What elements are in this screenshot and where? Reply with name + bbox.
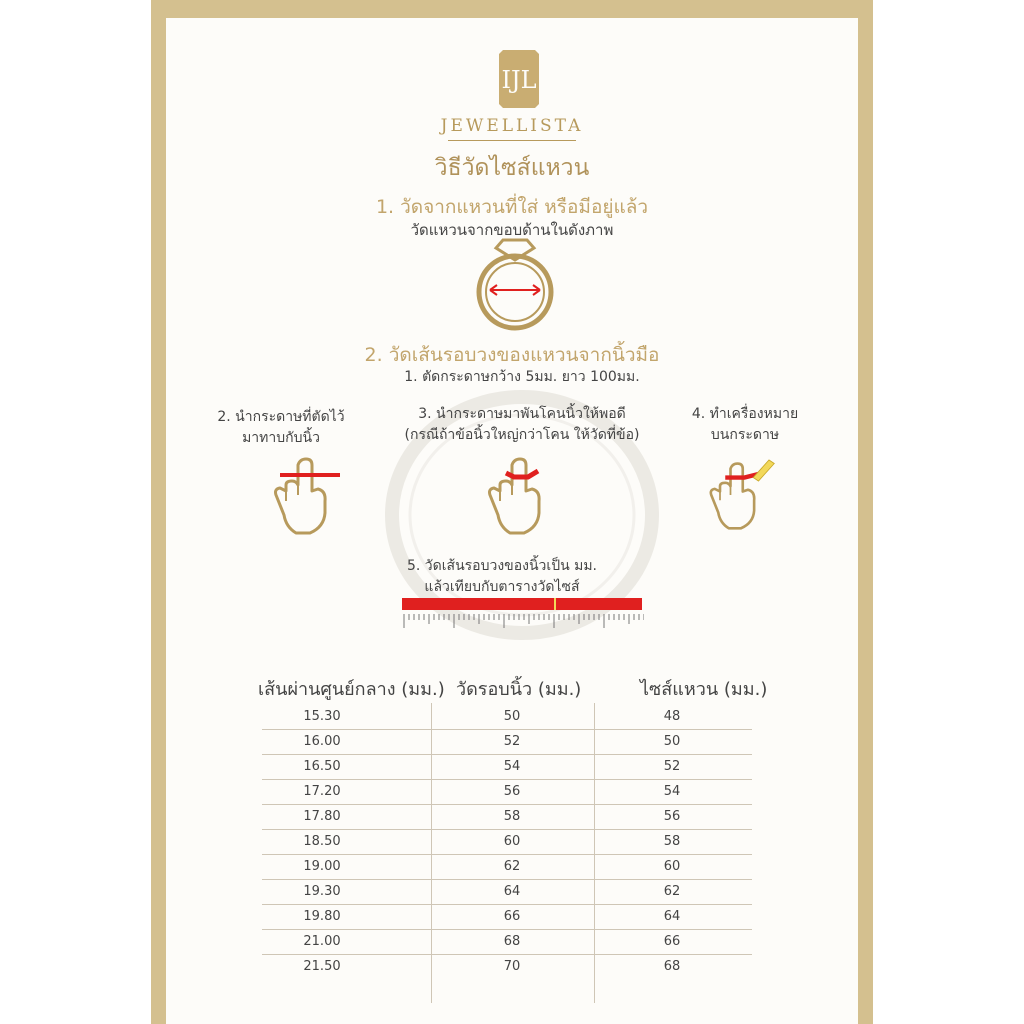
column-header-circumference: วัดรอบนิ้ว (มม.) (456, 679, 582, 700)
ring-size-cell: 56 (663, 809, 681, 824)
ring-size-table (262, 705, 752, 979)
circumference-cell: 52 (503, 734, 521, 749)
diameter-cell: 19.00 (303, 859, 341, 874)
hand-paper-strip-icon (270, 455, 340, 535)
circumference-cell: 54 (503, 759, 521, 774)
ring-size-cell: 54 (663, 784, 681, 799)
ring-size-cell: 48 (663, 709, 681, 724)
circumference-cell: 70 (503, 959, 521, 974)
logo-letters: IJL (501, 66, 537, 94)
table-row (262, 930, 752, 955)
circumference-cell: 62 (503, 859, 521, 874)
ring-size-cell: 66 (663, 934, 681, 949)
table-row (262, 830, 752, 855)
diameter-cell: 21.00 (303, 934, 341, 949)
circumference-cell: 68 (503, 934, 521, 949)
table-row (262, 755, 752, 780)
circumference-cell: 64 (503, 884, 521, 899)
step2-title: 2. วัดเส้นรอบวงของแหวนจากนิ้วมือ (364, 344, 660, 366)
step2-instruction-4 (680, 404, 810, 446)
instruction-3-line1: 3. นำกระดาษมาพันโคนนิ้วให้พอดี (418, 406, 626, 422)
column-header-ring-size: ไซส์แหวน (มม.) (640, 679, 768, 700)
step2-instruction-2 (196, 407, 366, 449)
ring-size-cell: 62 (663, 884, 681, 899)
circumference-cell: 50 (503, 709, 521, 724)
diameter-cell: 19.30 (303, 884, 341, 899)
step1-title: 1. วัดจากแหวนที่ใส่ หรือมีอยู่แล้ว (375, 196, 649, 218)
page-title: วิธีวัดไซส์แหวน (434, 155, 590, 181)
diameter-cell: 21.50 (303, 959, 341, 974)
ring-size-cell: 68 (663, 959, 681, 974)
ring-size-cell: 58 (663, 834, 681, 849)
circumference-cell: 60 (503, 834, 521, 849)
diameter-cell: 19.80 (303, 909, 341, 924)
table-row (262, 855, 752, 880)
step2-instruction-5 (352, 556, 652, 598)
jewellista-logo-icon (497, 48, 541, 110)
diameter-cell: 16.50 (303, 759, 341, 774)
ring-measure-icon (470, 236, 560, 334)
brand-name: JEWELLISTA (440, 116, 584, 136)
diameter-cell: 17.20 (303, 784, 341, 799)
instruction-3-line2: (กรณีถ้าข้อนิ้วใหญ่กว่าโคน ให้วัดที่ข้อ) (404, 427, 640, 443)
instruction-4-line2: บนกระดาษ (710, 427, 780, 443)
table-row (262, 880, 752, 905)
instruction-5-line2: แล้วเทียบกับตารางวัดไซส์ (424, 579, 580, 595)
diameter-cell: 17.80 (303, 809, 341, 824)
instruction-2-line1: 2. นำกระดาษที่ตัดไว้ (217, 409, 345, 425)
hand-mark-icon (706, 455, 776, 535)
ring-size-cell: 60 (663, 859, 681, 874)
instruction-2-line2: มาทาบกับนิ้ว (242, 430, 320, 446)
step2-instruction-3 (382, 404, 662, 446)
instruction-5-line1: 5. วัดเส้นรอบวงของนิ้วเป็น มม. (406, 558, 598, 574)
table-row (262, 955, 752, 979)
step2-instruction-1: 1. ตัดกระดาษกว้าง 5มม. ยาว 100มม. (404, 369, 640, 385)
brand-divider (448, 140, 576, 141)
circumference-cell: 58 (503, 809, 521, 824)
diameter-cell: 16.00 (303, 734, 341, 749)
diameter-cell: 18.50 (303, 834, 341, 849)
table-row (262, 780, 752, 805)
diameter-cell: 15.30 (303, 709, 341, 724)
column-header-diameter: เส้นผ่านศูนย์กลาง (มม.) (258, 679, 445, 700)
table-row (262, 705, 752, 730)
ring-size-cell: 64 (663, 909, 681, 924)
ring-size-cell: 52 (663, 759, 681, 774)
table-row (262, 730, 752, 755)
step1-subtitle: วัดแหวนจากขอบด้านในดังภาพ (410, 221, 614, 239)
circumference-cell: 66 (503, 909, 521, 924)
instruction-4-line1: 4. ทำเครื่องหมาย (691, 406, 799, 422)
table-row (262, 805, 752, 830)
hand-wrap-icon (484, 455, 554, 535)
table-row (262, 905, 752, 930)
circumference-cell: 56 (503, 784, 521, 799)
ruler-with-strip-icon (400, 596, 644, 630)
ring-size-cell: 50 (663, 734, 681, 749)
